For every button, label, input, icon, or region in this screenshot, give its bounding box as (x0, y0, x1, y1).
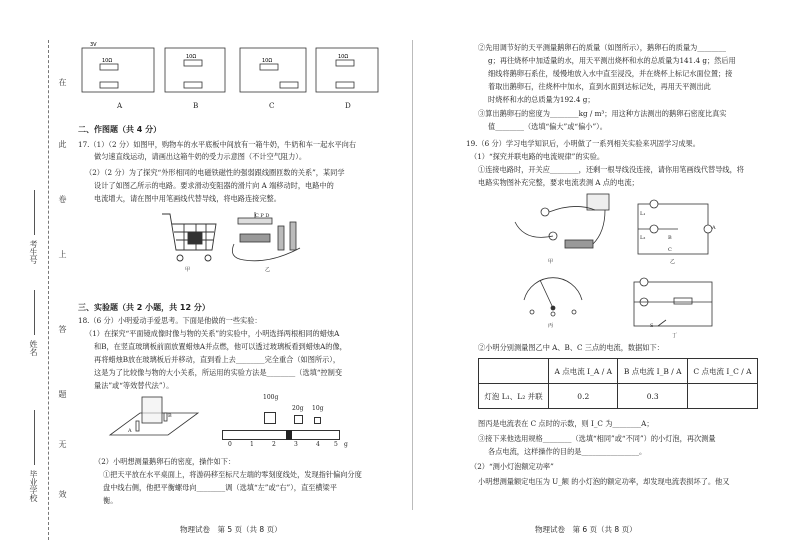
question-text: （2）小明想测量鹅卵石的密度，操作如下： (94, 457, 236, 466)
rheostat-terminals: C P D (255, 213, 270, 219)
page-divider (412, 40, 413, 510)
lamp-label-l1: L₁ (640, 211, 646, 217)
fig-label-yi: 乙 (670, 259, 676, 265)
table-header: A 点电流 I_A / A (549, 359, 618, 384)
question-text: 细线将鹅卵石系住，缓慢地放入水中直至浸没，并在烧杯上标记水面位置；接 (488, 69, 733, 78)
table-cell: 0.3 (618, 384, 688, 409)
question-text: 时烧杯和水的总质量为192.4 g； (488, 95, 595, 104)
circuit-resistor-label: 10Ω (338, 54, 349, 60)
weight-label: 100g (263, 394, 279, 401)
section-title: 三、实验题（共 2 小题，共 12 分） (78, 303, 210, 312)
option-label-c: C (269, 101, 275, 110)
weight-10g (314, 417, 321, 424)
candle-label-a: A (128, 428, 132, 434)
question-text: （2）“测小灯泡额定功率” (470, 462, 554, 471)
question-text: （2）（2 分）为了探究“外形相同的电磁铁磁性的强弱跟线圈匝数的关系”，某同学 (85, 168, 345, 177)
question-text: 小明想测量额定电压为 U_额 的小灯泡的额定功率，却发现电流表损坏了。他又 (478, 477, 730, 486)
question-text: 盘中线右侧，他把平衡螺母向________调（选填“左”或“右”），直至横梁平 (103, 483, 337, 492)
circuit-options (80, 42, 380, 102)
ammeter-figure (518, 268, 588, 318)
page-footer: 物理试卷 第 5 页（共 8 页） (180, 525, 282, 534)
weight-20g (294, 415, 303, 424)
power-schematic-figure (628, 272, 718, 330)
option-label-a: A (117, 101, 123, 110)
current-data-table (478, 358, 758, 409)
fig-label-bing: 丙 (548, 323, 554, 329)
binding-char: 此 (58, 140, 67, 148)
circuit-resistor-label: 10Ω (102, 58, 113, 64)
shopping-cart-figure (160, 210, 220, 270)
rider (286, 430, 292, 440)
question-text: 衡。 (103, 496, 118, 505)
question-text: 做匀速直线运动，请画出这箱牛奶的受力示意图（不计空气阻力）。 (94, 152, 307, 161)
table-header: C 点电流 I_C / A (687, 359, 757, 384)
fig-label-yi: 乙 (265, 267, 271, 273)
physical-circuit-figure (505, 192, 615, 258)
option-label-d: D (345, 101, 351, 110)
candle-label-b: B (168, 413, 172, 419)
question-text: g；再往烧杯中加适量的水，用天平测出烧杯和水的总质量为141.4 g；然后用 (488, 56, 736, 65)
ruler-tick: 2 (272, 441, 276, 448)
page-footer: 物理试卷 第 6 页（共 8 页） (535, 525, 637, 534)
question-text: ②小明分别测量图乙中 A、B、C 三点的电流，数据如下： (478, 343, 664, 352)
section-title: 二、作图题（共 4 分） (78, 125, 162, 134)
field-exam-number: 考生号 (29, 240, 38, 264)
table-cell: 0.2 (549, 384, 618, 409)
question-text: （1）在探究“平面镜成像时像与物的关系”的实验中，小明选择两根相同的蜡烛A (85, 329, 340, 338)
question-text: 设计了如图乙所示的电路。要求滑动变阻器的滑片向 A 端移动时，电路中的 (94, 181, 334, 190)
lamp-label-l2: L₂ (640, 235, 646, 241)
table-header: B 点电流 I_B / A (618, 359, 688, 384)
ruler-tick: 5 (334, 441, 338, 448)
electromagnet-figure (230, 208, 320, 268)
field-line (34, 410, 35, 465)
binding-char: 卷 (58, 195, 67, 203)
question-text: 18.（6 分）小明爱动手爱思考。下面是他做的一些实验： (78, 316, 262, 325)
option-label-b: B (193, 101, 199, 110)
point-label-b: B (668, 235, 672, 241)
circuit-source-label: 3V (90, 42, 97, 48)
binding-char: 题 (58, 390, 67, 398)
weight-100g (264, 412, 276, 424)
question-text: 和B，在竖直玻璃板前面放置蜡烛A并点燃，他可以透过玻璃板看到蜡烛A的像， (94, 342, 347, 351)
point-label-a: A (712, 225, 716, 231)
binding-char: 效 (58, 490, 67, 498)
question-text: 这是为了比较像与物的大小关系，所运用的实验方法是________（选填“控制变 (94, 368, 343, 377)
fig-label-jia: 甲 (548, 259, 554, 265)
table-header-empty (479, 359, 549, 384)
question-text: ③接下来他选用规格________（选填“相同”或“不同”）的小灯泡，再次测量 (478, 434, 716, 443)
question-text: ①连接电路时，开关应________，还剩一根导线没连接，请你用笔画线代替导线，将 (478, 165, 744, 174)
ruler-unit: g (344, 441, 348, 448)
question-text: 19.（6 分）学习电学知识后，小明做了一系列相关实验来巩固学习成果。 (466, 139, 700, 148)
circuit-resistor-label: 10Ω (186, 54, 197, 60)
field-line (34, 190, 35, 235)
question-text: ②先用调节好的天平测量鹅卵石的质量（如图所示），鹅卵石的质量为________ (478, 43, 726, 52)
binding-line (48, 40, 49, 540)
mirror-experiment-figure (100, 395, 200, 445)
ruler-tick: 0 (228, 441, 232, 448)
fig-label-jia: 甲 (185, 267, 191, 273)
binding-char: 答 (58, 325, 67, 333)
ruler-tick: 1 (250, 441, 254, 448)
question-text: ③算出鹅卵石的密度为________kg / m³；用这种方法测出的鹅卵石密度比真实 (478, 109, 727, 118)
binding-char: 无 (58, 440, 67, 448)
table-cell (687, 384, 757, 409)
balance-scale-ruler (222, 430, 340, 440)
binding-char: 在 (58, 78, 67, 86)
question-text: 着取出鹅卵石，往烧杯中加水，直到水面到达标记处，再用天平测出此 (488, 82, 711, 91)
switch-label: S (650, 323, 654, 329)
field-line (34, 290, 35, 335)
point-label-c: C (668, 247, 672, 253)
question-text: 再将蜡烛B放在玻璃板后并移动，直到看上去________完全重合（如图所示）， (94, 355, 341, 364)
weight-label: 20g (292, 405, 304, 412)
table-row-label: 灯泡 L₁、L₂ 并联 (479, 384, 549, 409)
binding-char: 上 (58, 250, 67, 258)
question-text: 图丙是电流表在 C 点时的示数，则 I_C 为________A； (478, 419, 654, 428)
question-text: 各点电流，这样操作的目的是________________。 (488, 447, 647, 456)
field-school: 毕业学校 (29, 470, 38, 502)
circuit-resistor-label: 10Ω (262, 58, 273, 64)
question-text: 17.（1）（2 分）如图甲，购物车的水平底板中间放有一箱牛奶，牛奶和车一起水平向右 (78, 140, 357, 149)
question-text: （1）“探究并联电路的电流规律”的实验。 (470, 152, 605, 161)
field-name: 姓名 (29, 340, 38, 356)
parallel-schematic-figure (628, 194, 718, 260)
question-text: 电路实物图补充完整，要求电流表测 A 点的电流； (478, 178, 639, 187)
fig-label-ding: 丁 (672, 333, 678, 339)
ruler-tick: 3 (294, 441, 298, 448)
question-text: 值________（选填“偏大”或“偏小”）。 (488, 122, 607, 131)
weight-label: 10g (312, 405, 324, 412)
ruler-tick: 4 (316, 441, 320, 448)
question-text: 电流增大，请在图中用笔画线代替导线，将电路连接完整。 (94, 194, 281, 203)
question-text: 量法”或“等效替代法”）。 (94, 381, 174, 390)
question-text: ①把天平放在水平桌面上，将游码移至标尺左端的零刻度线处，发现指针偏向分度 (103, 470, 362, 479)
